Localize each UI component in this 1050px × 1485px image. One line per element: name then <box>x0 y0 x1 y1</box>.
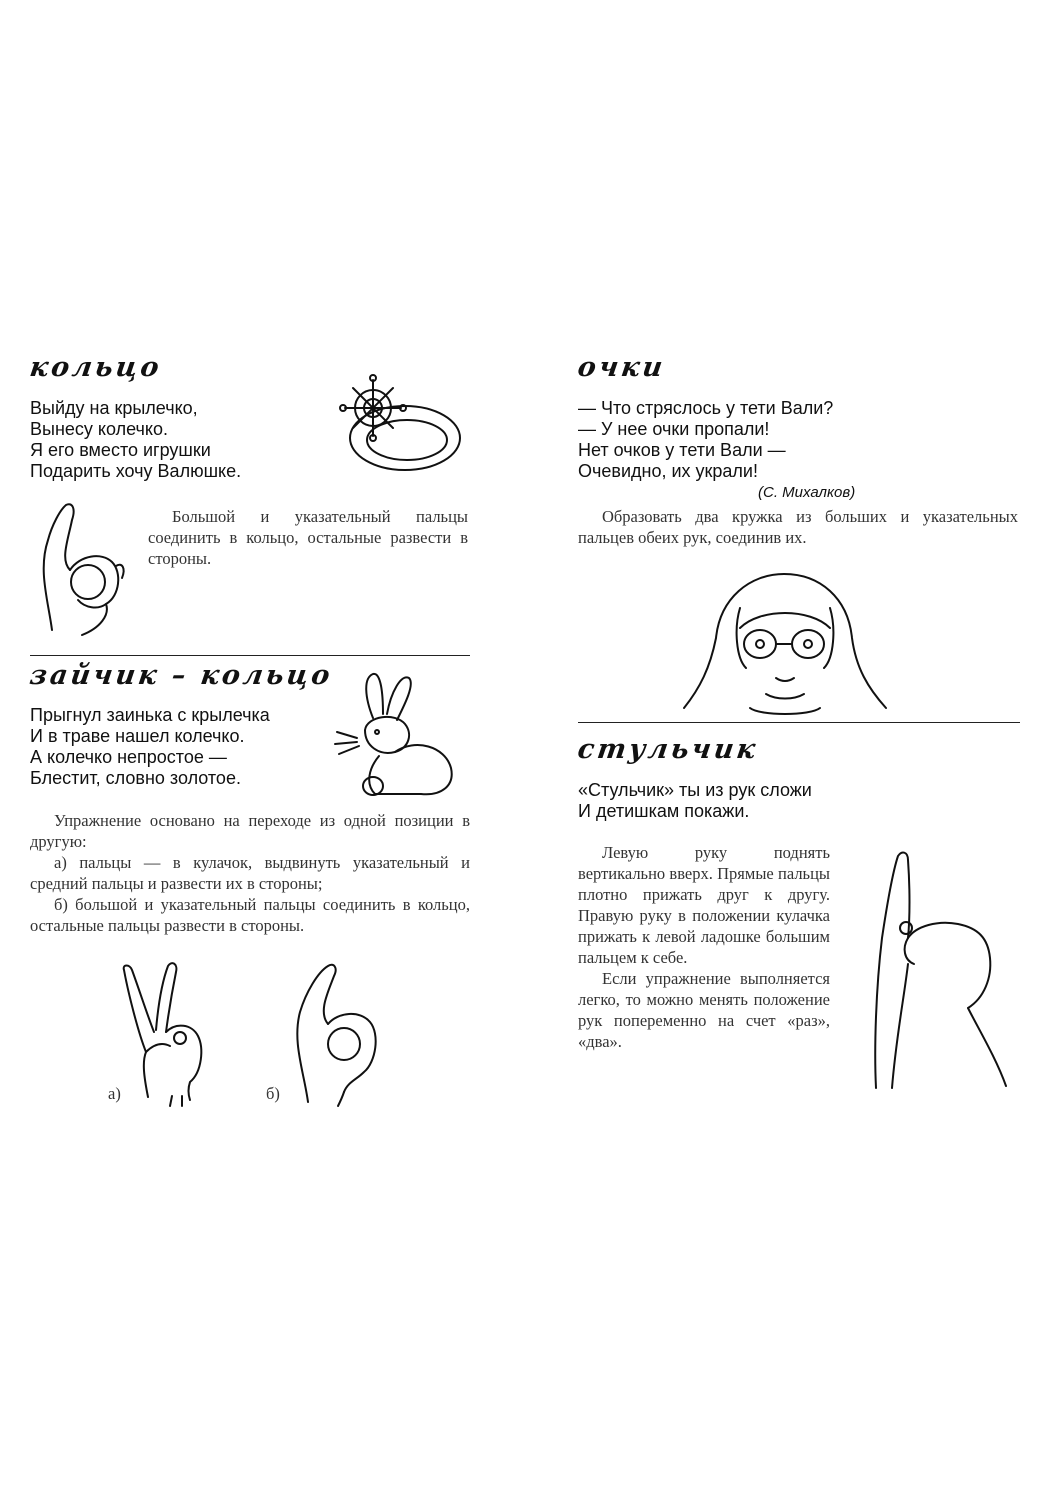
instruction-paragraph: а) пальцы — в кулачок, выдвинуть указательный и средний пальцы и развести их в стороны; <box>30 853 470 893</box>
instruction-paragraph: Упражнение основано на переходе из одной позиции в другую: <box>30 811 470 851</box>
chair-title: стульчик <box>575 734 761 765</box>
bunny-instruction <box>30 810 470 936</box>
ring-illustration <box>335 370 465 480</box>
verse-line: Прыгнул заинька с крылечка <box>30 705 270 725</box>
glasses-title: очки <box>575 352 668 383</box>
glasses-verse <box>578 398 833 482</box>
ring-title: кольцо <box>27 352 164 383</box>
verse-line: — Что стряслось у тети Вали? <box>578 398 834 418</box>
bunny-verse <box>30 705 270 789</box>
chair-hands-illustration <box>868 848 1018 1098</box>
bunny-illustration <box>335 668 460 803</box>
verse-line: Блестит, словно золотое. <box>30 768 241 788</box>
ring-verse <box>30 398 241 482</box>
chair-verse <box>578 780 812 822</box>
instruction-paragraph: б) большой и указательный пальцы соединить в кольцо, остальные пальцы развести в стороны. <box>30 895 470 935</box>
verse-line: — У нее очки пропали! <box>578 419 770 439</box>
instruction-paragraph: Левую руку поднять вертикально вверх. Прямые пальцы плотно прижать друг к другу. Правую руку в положении кулачка прижать к левой ладошке большим пальцем к себе. <box>578 843 830 967</box>
verse-line: Я его вместо игрушки <box>30 440 211 460</box>
ring-sign-hand-illustration <box>288 962 383 1107</box>
poem-credit: (С. Михалков) <box>758 484 856 501</box>
ring-hand-illustration <box>30 500 130 640</box>
instruction-paragraph: Если упражнение выполняется легко, то можно менять положение рук попеременно на счет «раз», «два». <box>578 969 830 1051</box>
glasses-girl-illustration <box>680 568 890 718</box>
glasses-instruction: Образовать два кружка из больших и указательных пальцев обеих рук, соединив их. <box>578 507 1018 547</box>
bunny-title: зайчик – кольцо <box>27 660 335 691</box>
verse-line: Вынесу колечко. <box>30 419 168 439</box>
section-divider <box>30 655 470 656</box>
verse-line: Подарить хочу Валюшке. <box>30 461 242 481</box>
verse-line: Нет очков у тети Вали — <box>578 440 786 460</box>
label-a: а) <box>108 1084 121 1103</box>
verse-line: И детишкам покажи. <box>578 801 750 821</box>
ring-instruction: Большой и указательный пальцы соединить в кольцо, остальные развести в стороны. <box>148 507 468 568</box>
v-sign-hand-illustration <box>118 962 208 1107</box>
verse-line: Выйду на крылечко, <box>30 398 198 418</box>
verse-line: А колечко непростое — <box>30 747 227 767</box>
verse-line: И в траве нашел колечко. <box>30 726 245 746</box>
chair-instruction <box>578 842 830 1052</box>
label-b: б) <box>266 1084 280 1103</box>
verse-line: Очевидно, их украли! <box>578 461 758 481</box>
verse-line: «Стульчик» ты из рук сложи <box>578 780 812 800</box>
section-divider <box>578 722 1020 723</box>
